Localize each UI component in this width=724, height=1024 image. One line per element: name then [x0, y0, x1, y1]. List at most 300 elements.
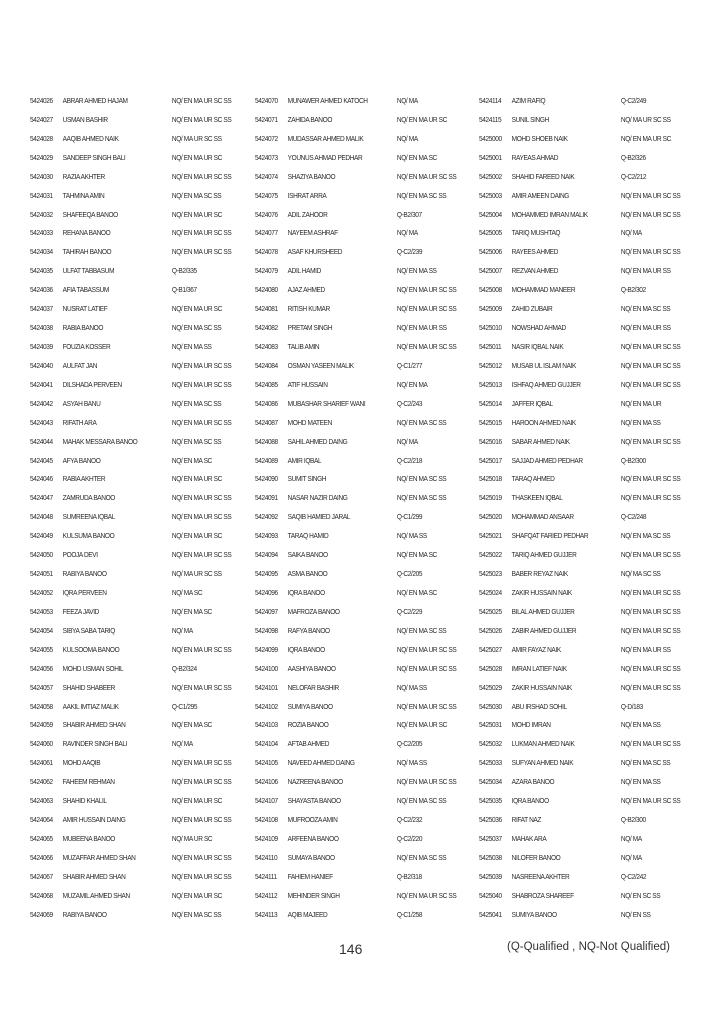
- result-code: Q-C1/295: [171, 701, 198, 711]
- result-code: Q-C2/243: [396, 398, 423, 408]
- roll-number: 5424108: [255, 815, 278, 825]
- roll-number: 5424096: [255, 587, 278, 597]
- result-row: [30, 168, 232, 187]
- result-code: NQ/ EN MA UR SS: [396, 323, 447, 333]
- candidate-name: SUMIYA BANOO: [287, 701, 333, 711]
- result-code: NQ/ EN MA UR SC SS: [171, 758, 232, 768]
- roll-number: 5424070: [255, 96, 278, 105]
- roll-number: 5425037: [479, 833, 502, 843]
- roll-number: 5424103: [255, 720, 278, 730]
- roll-number: 5425009: [479, 304, 502, 314]
- result-code: NQ/ EN SS: [620, 909, 651, 919]
- roll-number: 5424069: [30, 909, 53, 919]
- result-row: [30, 130, 224, 149]
- result-code: NQ/ EN MA UR SC SS: [620, 436, 681, 446]
- result-code: NQ/ EN MA UR SC: [171, 531, 222, 541]
- result-code: NQ/ MA SS: [396, 682, 427, 692]
- result-code: Q-B2/324: [171, 663, 197, 673]
- result-code: Q-C1/277: [396, 360, 423, 370]
- roll-number: 5425031: [479, 720, 502, 730]
- result-row: [30, 603, 224, 622]
- candidate-name: KULSOOMA BANOO: [62, 644, 120, 654]
- roll-number: 5424076: [255, 209, 278, 219]
- candidate-name: ROZIA BANOO: [287, 720, 329, 730]
- result-row: [255, 187, 449, 206]
- result-row: [479, 319, 673, 338]
- result-row: [479, 414, 673, 433]
- result-code: Q-C2/248: [620, 512, 647, 522]
- page-number: 146: [339, 941, 363, 957]
- result-row: [479, 716, 673, 735]
- candidate-name: MUDASSAR AHMED MALIK: [287, 133, 364, 143]
- result-code: NQ/ EN MA SC SS: [620, 531, 671, 541]
- candidate-name: BILAL AHMED GUJJER: [511, 606, 575, 616]
- roll-number: 5424115: [479, 114, 502, 124]
- candidate-name: REHANA BANOO: [62, 228, 111, 238]
- result-code: NQ/ EN MA UR SC: [620, 133, 671, 143]
- result-row: [479, 508, 673, 527]
- roll-number: 5424088: [255, 436, 278, 446]
- candidate-name: NAYEEM ASHRAF: [287, 228, 338, 238]
- result-code: NQ/ MA UR SC: [171, 833, 213, 843]
- result-code: NQ/ EN MA UR SC SS: [171, 550, 232, 560]
- result-code: Q-C2/229: [396, 606, 423, 616]
- candidate-name: AMIR IQBAL: [287, 455, 322, 465]
- result-code: NQ/ EN MA: [396, 379, 428, 389]
- result-row: [30, 452, 224, 471]
- result-row: [479, 489, 681, 508]
- candidate-name: RABIA BANOO: [62, 323, 104, 333]
- result-code: Q-C2/249: [620, 96, 647, 105]
- candidate-name: ASMA BANOO: [287, 569, 328, 579]
- result-code: NQ/ EN MA UR SC SS: [171, 777, 232, 787]
- result-code: NQ/ EN MA UR SC: [396, 114, 447, 124]
- candidate-name: FOUZIA KOSSER: [62, 341, 111, 351]
- candidate-name: AQIB MAJEED: [287, 909, 328, 919]
- candidate-name: MOHAMMAD ANSAAR: [511, 512, 574, 522]
- candidate-name: MUZAMIL AHMED SHAN: [62, 890, 130, 900]
- roll-number: 5424033: [30, 228, 53, 238]
- result-code: NQ/ EN MA UR SC SS: [620, 550, 681, 560]
- roll-number: 5424087: [255, 417, 278, 427]
- roll-number: 5424094: [255, 550, 278, 560]
- result-code: NQ/ EN MA UR SC SS: [171, 644, 232, 654]
- result-code: Q-C1/258: [396, 909, 423, 919]
- results-column-1: [30, 92, 255, 925]
- roll-number: 5424037: [30, 304, 53, 314]
- candidate-name: FAHIEM HANIEF: [287, 871, 333, 881]
- candidate-name: HAROON AHMED NAIK: [511, 417, 576, 427]
- roll-number: 5424031: [30, 190, 53, 200]
- result-code: NQ/ EN MA UR SC SS: [620, 796, 681, 806]
- result-row: [255, 773, 457, 792]
- result-code: NQ/ EN MA UR SC SS: [620, 379, 681, 389]
- result-row: [255, 395, 449, 414]
- result-row: [30, 414, 232, 433]
- roll-number: 5425025: [479, 606, 502, 616]
- candidate-name: SUFYAN AHMED NAIK: [511, 758, 574, 768]
- candidate-name: MAHAK ARA: [511, 833, 547, 843]
- result-code: NQ/ EN MA UR SC SS: [171, 247, 232, 257]
- candidate-name: REZVAN AHMED: [511, 266, 559, 276]
- roll-number: 5424030: [30, 171, 53, 181]
- result-code: NQ/ EN MA UR SC SS: [171, 360, 232, 370]
- result-row: [30, 565, 224, 584]
- result-row: [30, 584, 224, 603]
- roll-number: 5424112: [255, 890, 278, 900]
- candidate-name: ZAHIDA BANOO: [287, 114, 333, 124]
- result-code: NQ/ EN MA SC SS: [171, 436, 222, 446]
- result-code: NQ/ EN MA UR SC SS: [620, 341, 681, 351]
- result-row: [30, 489, 232, 508]
- result-row: [255, 887, 457, 906]
- result-row: [30, 319, 224, 338]
- result-code: NQ/ EN MA SC: [171, 455, 212, 465]
- roll-number: 5425034: [479, 777, 502, 787]
- roll-number: 5425016: [479, 436, 502, 446]
- result-code: Q-C1/299: [396, 512, 423, 522]
- candidate-name: MOHD IMRAN: [511, 720, 551, 730]
- roll-number: 5425040: [479, 890, 502, 900]
- result-code: NQ/ EN MA UR SC: [171, 796, 222, 806]
- result-code: Q-B2/300: [620, 815, 646, 825]
- result-row: [255, 527, 449, 546]
- result-code: NQ/ EN MA SC SS: [396, 852, 447, 862]
- candidate-name: BABER REYAZ NAIK: [511, 569, 568, 579]
- result-row: [30, 830, 224, 849]
- candidate-name: AASHIYA BANOO: [287, 663, 336, 673]
- candidate-name: YOUNUS AHMAD PEDHAR: [287, 152, 363, 162]
- result-code: Q-C2/205: [396, 569, 423, 579]
- roll-number: 5425038: [479, 852, 502, 862]
- result-code: NQ/ EN MA UR SC SS: [620, 209, 681, 219]
- roll-number: 5424049: [30, 531, 53, 541]
- roll-number: 5425000: [479, 133, 502, 143]
- result-row: [30, 433, 224, 452]
- roll-number: 5425036: [479, 815, 502, 825]
- result-code: NQ/ EN MA SC SS: [396, 190, 447, 200]
- candidate-name: SHABROZA SHAREEF: [511, 890, 574, 900]
- candidate-name: SUNIL SINGH: [511, 114, 549, 124]
- result-code: Q-C2/239: [396, 247, 423, 257]
- roll-number: 5425028: [479, 663, 502, 673]
- result-code: NQ/ EN MA UR SC: [396, 720, 447, 730]
- candidate-name: RAZIA AKHTER: [62, 171, 105, 181]
- result-row: [30, 773, 232, 792]
- candidate-name: ASAF KHURSHEED: [287, 247, 343, 257]
- result-row: [30, 527, 224, 546]
- candidate-name: ADIL HAMID: [287, 266, 321, 276]
- result-code: NQ/ EN MA UR SC SS: [171, 379, 232, 389]
- candidate-name: SABAR AHMED NAIK: [511, 436, 570, 446]
- result-row: [479, 452, 673, 471]
- candidate-name: SHAHID SHABEER: [62, 682, 115, 692]
- result-row: [255, 641, 457, 660]
- result-row: [30, 679, 232, 698]
- candidate-name: AZARA BANOO: [511, 777, 555, 787]
- candidate-name: SAIKA BANOO: [287, 550, 328, 560]
- roll-number: 5425022: [479, 550, 502, 560]
- result-row: [255, 224, 449, 243]
- result-code: NQ/ EN MA UR SC SS: [620, 474, 681, 484]
- roll-number: 5424109: [255, 833, 278, 843]
- result-row: [255, 414, 449, 433]
- candidate-name: MOHD USMAN SOHIL: [62, 663, 124, 673]
- result-row: [30, 508, 232, 527]
- result-row: [255, 168, 457, 187]
- result-row: [479, 584, 681, 603]
- result-row: [479, 546, 681, 565]
- roll-number: 5424082: [255, 323, 278, 333]
- result-code: NQ/ EN MA UR SC SS: [396, 701, 457, 711]
- result-row: [479, 357, 681, 376]
- roll-number: 5425021: [479, 531, 502, 541]
- result-row: [30, 395, 224, 414]
- result-row: [255, 338, 457, 357]
- result-row: [30, 887, 224, 906]
- roll-number: 5424080: [255, 285, 278, 295]
- roll-number: 5424044: [30, 436, 53, 446]
- candidate-name: SHAZIYA BANOO: [287, 171, 336, 181]
- result-code: Q-C2/242: [620, 871, 647, 881]
- result-row: [479, 887, 673, 906]
- roll-number: 5425004: [479, 209, 502, 219]
- result-code: NQ/ EN MA UR SC SS: [396, 663, 457, 673]
- candidate-name: AAKIL IMTIAZ MALIK: [62, 701, 119, 711]
- result-row: [255, 452, 449, 471]
- result-code: NQ/ EN MA UR SC SS: [620, 606, 681, 616]
- candidate-name: RIFATH ARA: [62, 417, 97, 427]
- candidate-name: MUZAFFAR AHMED SHAN: [62, 852, 136, 862]
- candidate-name: NUSRAT LATIEF: [62, 304, 108, 314]
- candidate-name: AMIR FAYAZ NAIK: [511, 644, 561, 654]
- result-row: [479, 773, 673, 792]
- result-row: [30, 206, 224, 225]
- roll-number: 5424042: [30, 398, 53, 408]
- result-code: NQ/ EN MA UR SC SS: [396, 777, 457, 787]
- roll-number: 5424072: [255, 133, 278, 143]
- result-row: [479, 470, 681, 489]
- roll-number: 5424083: [255, 341, 278, 351]
- result-row: [479, 243, 681, 262]
- result-row: [479, 641, 673, 660]
- result-code: NQ/ EN MA SS: [171, 341, 212, 351]
- roll-number: 5424081: [255, 304, 278, 314]
- roll-number: 5424084: [255, 360, 278, 370]
- result-row: [30, 92, 232, 111]
- roll-number: 5425030: [479, 701, 502, 711]
- roll-number: 5424111: [255, 871, 277, 881]
- result-row: [30, 849, 232, 868]
- result-row: [255, 281, 457, 300]
- result-row: [479, 754, 673, 773]
- result-code: NQ/ EN MA SS: [620, 417, 661, 427]
- roll-number: 5425026: [479, 625, 502, 635]
- candidate-name: SAJJAD AHMED PEDHAR: [511, 455, 583, 465]
- roll-number: 5425003: [479, 190, 502, 200]
- result-code: NQ/ MA SS: [396, 531, 427, 541]
- candidate-name: RITISH KUMAR: [287, 304, 330, 314]
- candidate-name: SUMIYA BANOO: [511, 909, 557, 919]
- result-row: [30, 660, 224, 679]
- roll-number: 5424053: [30, 606, 53, 616]
- candidate-name: FAHEEM REHMAN: [62, 777, 115, 787]
- candidate-name: RABIYA BANOO: [62, 569, 107, 579]
- result-code: NQ/ EN MA UR SC SS: [171, 96, 232, 105]
- result-row: [30, 111, 232, 130]
- candidate-name: TARIQ AHMED GUJJER: [511, 550, 577, 560]
- candidate-name: MOHD SHOEB NAIK: [511, 133, 568, 143]
- result-code: NQ/ EN MA SC SS: [396, 625, 447, 635]
- result-code: Q-C2/220: [396, 833, 423, 843]
- result-code: NQ/ EN MA UR SC SS: [171, 417, 232, 427]
- result-row: [30, 357, 232, 376]
- result-code: NQ/ EN MA SC SS: [171, 323, 222, 333]
- candidate-name: AMIR AMEEN DAING: [511, 190, 569, 200]
- roll-number: 5424093: [255, 531, 278, 541]
- result-row: [30, 906, 224, 925]
- result-row: [255, 565, 449, 584]
- candidate-name: AJAZ AHMED: [287, 285, 325, 295]
- roll-number: 5424095: [255, 569, 278, 579]
- candidate-name: NASREENA AKHTER: [511, 871, 570, 881]
- candidate-name: RAYEAS AHMAD: [511, 152, 559, 162]
- candidate-name: TALIB AMIN: [287, 341, 320, 351]
- result-code: NQ/ EN MA UR SC SS: [171, 171, 232, 181]
- roll-number: 5425032: [479, 739, 502, 749]
- result-row: [255, 508, 449, 527]
- result-row: [479, 906, 673, 925]
- candidate-name: AULFAT JAN: [62, 360, 98, 370]
- result-row: [479, 395, 673, 414]
- roll-number: 5424034: [30, 247, 53, 257]
- result-row: [255, 92, 449, 111]
- result-row: [479, 338, 681, 357]
- result-code: Q-C2/205: [396, 739, 423, 749]
- result-code: NQ/ MA: [396, 436, 418, 446]
- roll-number: 5424046: [30, 474, 53, 484]
- candidate-name: RAYEES AHMED: [511, 247, 559, 257]
- result-code: NQ/ EN MA UR SC SS: [620, 493, 681, 503]
- result-code: NQ/ EN MA SC: [396, 550, 437, 560]
- roll-number: 5424104: [255, 739, 278, 749]
- result-row: [255, 622, 449, 641]
- candidate-name: MUSAB UL ISLAM NAIK: [511, 360, 576, 370]
- result-code: NQ/ MA: [396, 96, 418, 105]
- roll-number: 5424099: [255, 644, 278, 654]
- result-code: NQ/ MA SC SS: [620, 569, 661, 579]
- result-code: NQ/ EN MA SC SS: [396, 493, 447, 503]
- result-code: NQ/ EN MA UR: [620, 398, 662, 408]
- result-code: NQ/ EN MA UR SC: [171, 152, 222, 162]
- result-code: NQ/ EN MA SC SS: [620, 758, 671, 768]
- candidate-name: TARAQ AHMED: [511, 474, 555, 484]
- result-code: Q-B2/326: [620, 152, 646, 162]
- candidate-name: NILOFER BANOO: [511, 852, 561, 862]
- result-row: [479, 792, 681, 811]
- result-code: NQ/ EN MA UR SC SS: [620, 360, 681, 370]
- roll-number: 5424100: [255, 663, 278, 673]
- result-code: Q-C2/232: [396, 815, 423, 825]
- result-row: [30, 641, 232, 660]
- candidate-name: SHAYASTA BANOO: [287, 796, 341, 806]
- result-code: NQ/ EN MA UR SC SS: [620, 247, 681, 257]
- candidate-name: IMRAN LATIEF NAIK: [511, 663, 567, 673]
- result-code: NQ/ EN MA UR SC SS: [171, 493, 232, 503]
- result-code: NQ/ MA SC: [171, 587, 203, 597]
- candidate-name: IQRA PERVEEN: [62, 587, 107, 597]
- candidate-name: MUBEENA BANOO: [62, 833, 115, 843]
- result-code: NQ/ EN MA UR SC SS: [620, 663, 681, 673]
- results-column-3: [479, 92, 704, 925]
- roll-number: 5424107: [255, 796, 278, 806]
- candidate-name: SUMREENA IQBAL: [62, 512, 115, 522]
- candidate-name: OSMAN YASEEN MALIK: [287, 360, 354, 370]
- candidate-name: SHAFQAT FARIED PEDHAR: [511, 531, 589, 541]
- roll-number: 5424029: [30, 152, 53, 162]
- roll-number: 5425020: [479, 512, 502, 522]
- roll-number: 5424047: [30, 493, 53, 503]
- candidate-name: RABIA AKHTER: [62, 474, 106, 484]
- result-row: [255, 300, 457, 319]
- candidate-name: MOHAMMAD MANEER: [511, 285, 576, 295]
- result-row: [255, 470, 449, 489]
- candidate-name: IQRA BANOO: [287, 644, 325, 654]
- candidate-name: TAHMINA AMIN: [62, 190, 105, 200]
- result-row: [255, 868, 449, 887]
- roll-number: 5424028: [30, 133, 53, 143]
- candidate-name: ISHRAT ARRA: [287, 190, 327, 200]
- roll-number: 5424066: [30, 852, 53, 862]
- result-code: NQ/ EN MA UR SC SS: [396, 341, 457, 351]
- roll-number: 5424101: [255, 682, 278, 692]
- roll-number: 5424056: [30, 663, 53, 673]
- result-code: NQ/ EN MA UR SC SS: [396, 644, 457, 654]
- result-row: [30, 281, 224, 300]
- result-code: Q-C2/218: [396, 455, 423, 465]
- result-row: [30, 754, 232, 773]
- result-row: [30, 338, 224, 357]
- roll-number: 5425029: [479, 682, 502, 692]
- result-code: Q-C2/212: [620, 171, 647, 181]
- roll-number: 5425015: [479, 417, 502, 427]
- roll-number: 5425006: [479, 247, 502, 257]
- result-code: NQ/ EN MA SC SS: [171, 398, 222, 408]
- candidate-name: SAQIB HAMIED JARAL: [287, 512, 351, 522]
- result-code: NQ/ EN MA UR SC SS: [620, 625, 681, 635]
- result-code: NQ/ EN MA UR SC SS: [171, 512, 232, 522]
- candidate-name: ZAKIR HUSSAIN NAIK: [511, 587, 572, 597]
- candidate-name: SAHIL AHMED DAING: [287, 436, 348, 446]
- roll-number: 5425019: [479, 493, 502, 503]
- candidate-name: MEHINDER SINGH: [287, 890, 340, 900]
- candidate-name: SHABIR AHMED SHAN: [62, 720, 126, 730]
- result-code: NQ/ EN MA SC SS: [396, 417, 447, 427]
- roll-number: 5424106: [255, 777, 278, 787]
- result-row: [479, 622, 681, 641]
- roll-number: 5425017: [479, 455, 502, 465]
- result-code: NQ/ EN MA SS: [620, 720, 661, 730]
- candidate-name: DILSHADA PERVEEN: [62, 379, 122, 389]
- result-code: NQ/ MA UR SC SS: [620, 114, 671, 124]
- candidate-name: AAQIB AHMED NAIK: [62, 133, 119, 143]
- result-row: [255, 849, 449, 868]
- roll-number: 5425041: [479, 909, 502, 919]
- roll-number: 5424040: [30, 360, 53, 370]
- roll-number: 5424071: [255, 114, 278, 124]
- candidate-name: NAZREENA BANOO: [287, 777, 343, 787]
- result-code: NQ/ EN MA UR SC SS: [171, 682, 232, 692]
